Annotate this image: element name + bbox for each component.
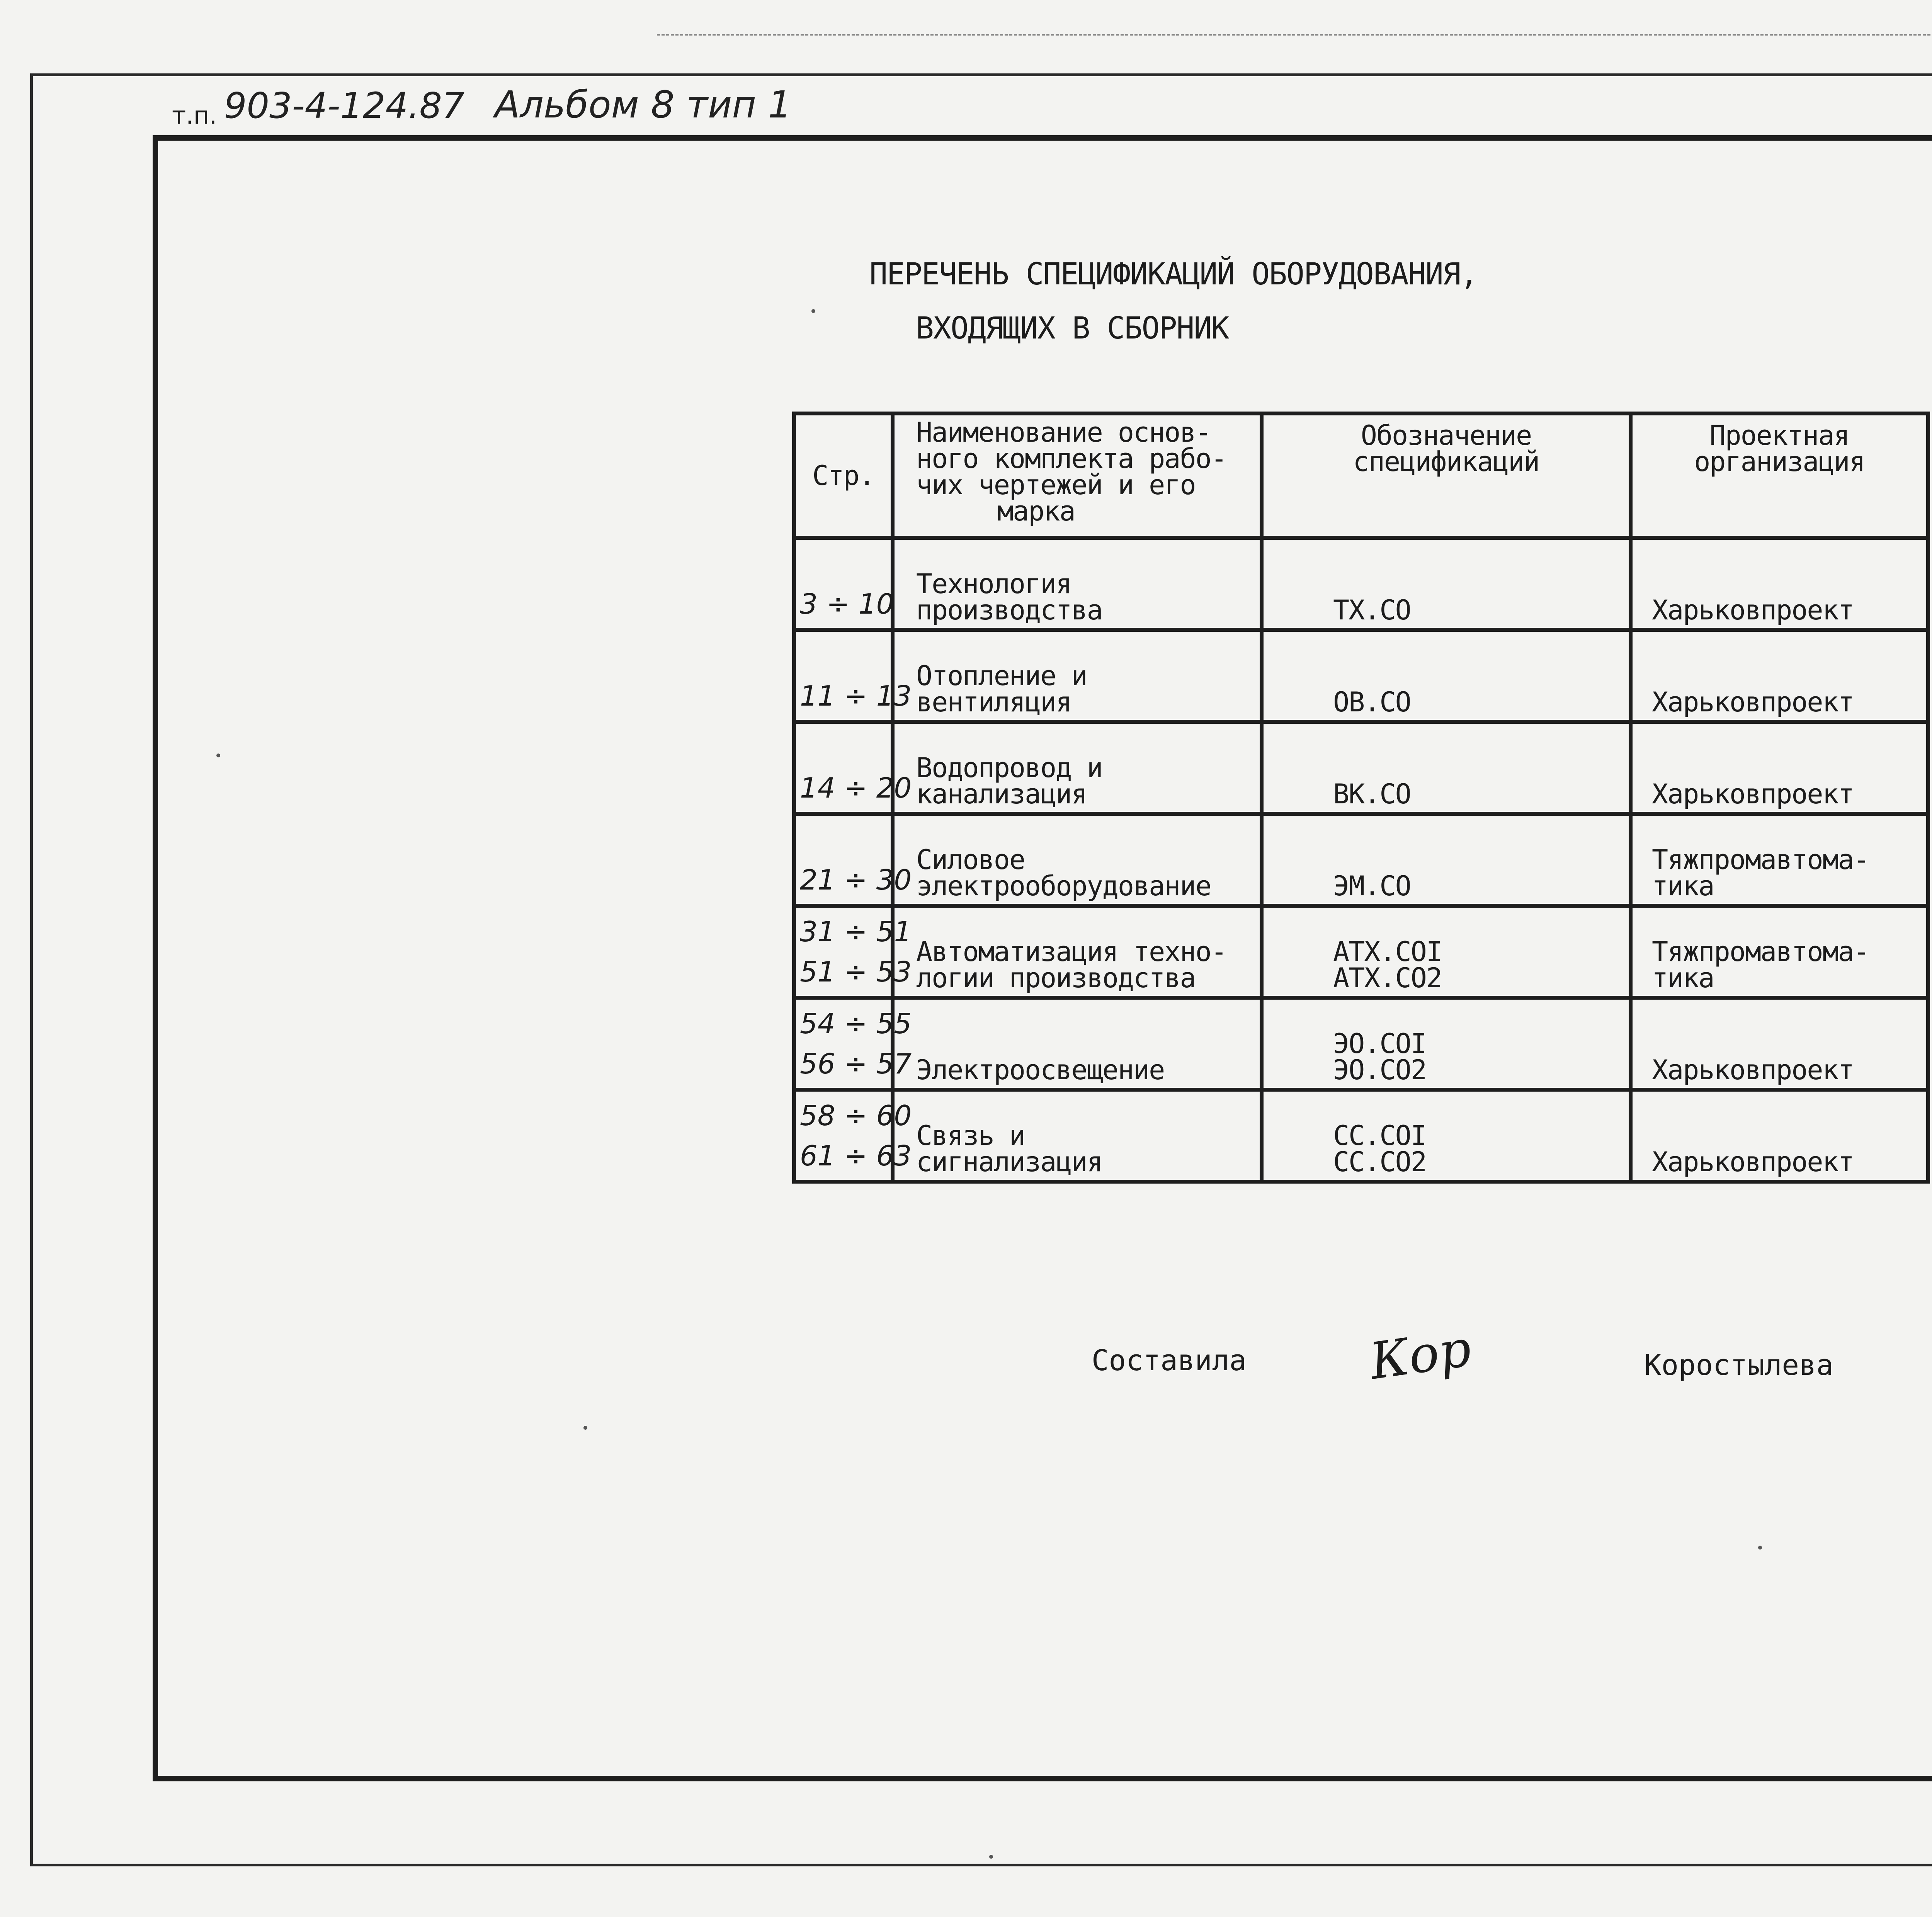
spec-code-cell: [1262, 998, 1631, 1090]
header-name-line: чих чертежей и его: [916, 469, 1196, 501]
page-range-cell: [794, 906, 912, 998]
design-organization-cell: [1631, 1090, 1928, 1182]
project-number: 903-4-124.87: [224, 85, 465, 126]
scan-speck: [216, 754, 220, 757]
spec-code: АТХ.СО2: [1333, 962, 1442, 994]
header-org: [1631, 413, 1928, 538]
table-row: [794, 630, 1928, 722]
table-header: [794, 413, 1928, 538]
design-organization-cell: [1631, 538, 1928, 630]
table-row: [794, 906, 1928, 998]
drawing-set-name: сигнализация: [916, 1146, 1102, 1178]
spec-code-cell: [1262, 1090, 1631, 1182]
design-organization-cell: [1631, 630, 1928, 722]
header-name: [893, 413, 1262, 538]
page-range-cell: [794, 538, 893, 630]
scan-top-rule: [657, 34, 1932, 36]
design-organization-cell: [1631, 814, 1928, 906]
page-range-cell: [794, 998, 912, 1090]
design-organization: тика: [1652, 962, 1714, 994]
spec-code-cell: [1262, 814, 1631, 906]
album-label: Альбом 8 тип 1: [495, 83, 792, 126]
spec-code: ЭО.СОI: [1333, 1028, 1426, 1060]
drawing-set-name: канализация: [916, 778, 1087, 810]
scan-speck: [989, 1855, 993, 1859]
drawing-set-name: логии производства: [916, 962, 1196, 994]
header-org-line: Проектная: [1709, 420, 1849, 451]
page-range: 3 ÷ 10: [800, 588, 894, 620]
handwritten-signature: Кор: [1366, 1318, 1475, 1391]
spec-code: СС.СО2: [1333, 1146, 1426, 1178]
compiled-by-label: Составила: [1092, 1344, 1247, 1377]
header-org-line: организация: [1694, 446, 1865, 478]
scan-speck: [583, 1426, 587, 1430]
design-organization: Тяжпромавтома-: [1652, 936, 1869, 968]
table-body: [794, 538, 1928, 1182]
design-organization: Харьковпроект: [1652, 778, 1854, 810]
page-range: 11 ÷ 13: [800, 680, 912, 712]
scan-speck: [1758, 1546, 1762, 1550]
table-row: [794, 998, 1928, 1090]
page-range-cell: [794, 630, 912, 722]
spec-code: СС.СОI: [1333, 1120, 1426, 1152]
design-organization: Тяжпромавтома-: [1652, 844, 1869, 876]
spec-code-cell: [1262, 538, 1631, 630]
header-name-line: марка: [997, 495, 1075, 527]
page-range: 61 ÷ 63: [800, 1140, 912, 1172]
design-organization: тика: [1652, 870, 1714, 902]
design-organization: Харьковпроект: [1652, 1054, 1854, 1086]
page-range: 51 ÷ 53: [800, 956, 912, 988]
spec-code: ЭО.СО2: [1333, 1054, 1426, 1086]
header-code: [1262, 413, 1631, 538]
header-name-line: Наименование основ-: [916, 417, 1211, 448]
spec-code: ЭМ.СО: [1333, 870, 1411, 902]
drawing-set-name-cell: [893, 630, 1262, 722]
drawing-set-name: Силовое: [916, 844, 1025, 876]
drawing-set-name: вентиляция: [916, 686, 1071, 718]
design-organization: Харьковпроект: [1652, 686, 1854, 718]
spec-code-cell: [1262, 722, 1631, 814]
drawing-set-name-cell: [893, 538, 1262, 630]
table-row: [794, 1090, 1928, 1182]
page-range-cell: [794, 722, 912, 814]
page-range: 56 ÷ 57: [800, 1048, 912, 1080]
document-title-line-1: ПЕРЕЧЕНЬ СПЕЦИФИКАЦИЙ ОБОРУДОВАНИЯ,: [869, 257, 1478, 292]
spec-code: ВК.СО: [1333, 778, 1411, 810]
drawing-set-name-cell: [893, 1090, 1262, 1182]
drawing-set-name-cell: [893, 814, 1262, 906]
spec-code: ОВ.СО: [1333, 686, 1411, 718]
page-range: 31 ÷ 51: [800, 915, 912, 948]
document-title-line-2: ВХОДЯЩИХ В СБОРНИК: [916, 311, 1229, 346]
design-organization: Харьковпроект: [1652, 1146, 1854, 1178]
header-code-line: спецификаций: [1353, 446, 1539, 478]
header-code-line: Обозначение: [1361, 420, 1532, 451]
drawing-set-name: Отопление и: [916, 660, 1087, 692]
spec-code: ТХ.СО: [1333, 594, 1411, 626]
scan-speck: [811, 309, 815, 313]
page-range-cell: [794, 814, 912, 906]
table-row: [794, 722, 1928, 814]
drawing-set-name: Технология: [916, 568, 1071, 600]
page-range: 21 ÷ 30: [800, 864, 912, 896]
table-row: [794, 814, 1928, 906]
design-organization: Харьковпроект: [1652, 594, 1854, 626]
drawing-set-name-cell: [893, 722, 1262, 814]
drawing-set-name-cell: [893, 906, 1262, 998]
drawing-set-name: Автоматизация техно-: [916, 936, 1226, 968]
design-organization-cell: [1631, 722, 1928, 814]
spec-code-cell: [1262, 630, 1631, 722]
stamp-prefix: т.п.: [172, 101, 217, 129]
header-row: [794, 413, 1928, 538]
design-organization-cell: [1631, 906, 1928, 998]
page-range: 14 ÷ 20: [800, 772, 912, 804]
page-range-cell: [794, 1090, 912, 1182]
design-organization-cell: [1631, 998, 1928, 1090]
page-range: 58 ÷ 60: [800, 1099, 912, 1132]
drawing-set-name: производства: [916, 594, 1102, 626]
table-row: [794, 538, 1928, 630]
drawing-set-name: Электроосвещение: [916, 1054, 1165, 1086]
drawing-set-name: Связь и: [916, 1120, 1025, 1152]
spec-code: АТХ.СОI: [1333, 936, 1442, 968]
spec-code-cell: [1262, 906, 1631, 998]
drawing-set-name: Водопровод и: [916, 752, 1102, 784]
header-page: Стр.: [794, 413, 893, 538]
page-range: 54 ÷ 55: [800, 1007, 912, 1040]
header-name-line: ного комплекта рабо-: [916, 443, 1226, 475]
specifications-table: [792, 412, 1930, 1184]
drawing-set-name: электрооборудование: [916, 870, 1211, 902]
drawing-set-name-cell: [893, 998, 1262, 1090]
compiler-name: Коростылева: [1644, 1349, 1834, 1382]
